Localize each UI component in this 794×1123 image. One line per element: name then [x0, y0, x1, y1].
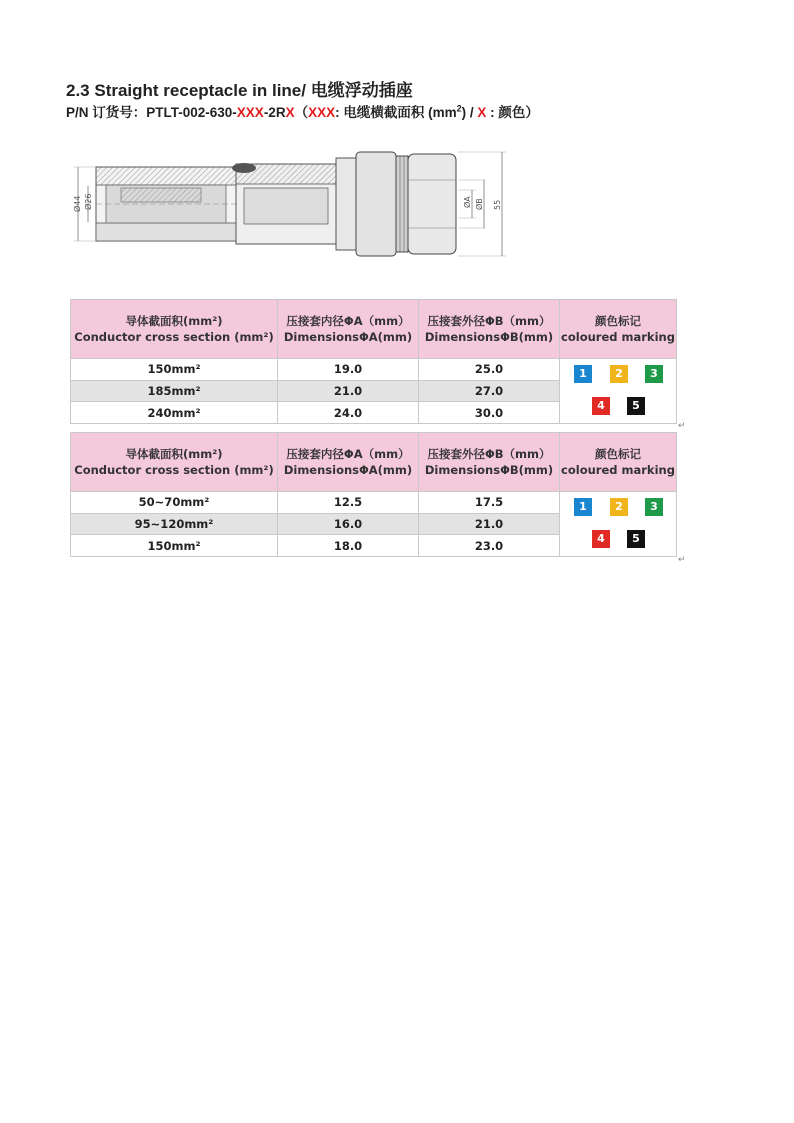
- cell-dim-a: 18.0: [278, 535, 419, 557]
- header-section: 导体截面积(mm²) Conductor cross section (mm²): [71, 433, 278, 492]
- part-number-line: P/N 订货号：PTLT-002-630-XXX-2RX（XXX: 电缆横截面积 $(mm^2)$ / X : 颜色）: [66, 103, 539, 120]
- color-chip-4: 4: [592, 530, 610, 548]
- color-chips: [560, 492, 676, 556]
- table-row: [71, 492, 677, 514]
- header-color: 颜色标记 coloured marking: [560, 433, 677, 492]
- header-dim-b: 压接套外径ΦB（mm） DimensionsΦB(mm): [419, 300, 560, 359]
- color-chip-4: 4: [592, 397, 610, 415]
- cell-dim-b: 27.0: [419, 380, 560, 402]
- dim-55-label: 55: [493, 199, 502, 210]
- cell-section: 240mm²: [71, 402, 278, 424]
- cell-dim-a: 24.0: [278, 402, 419, 424]
- color-marks-cell: [560, 359, 677, 424]
- cell-section: 185mm²: [71, 380, 278, 402]
- cell-dim-a: 19.0: [278, 359, 419, 381]
- dim-b-label: ØB: [475, 198, 484, 210]
- cell-section: 150mm²: [71, 535, 278, 557]
- cross-section-code: XXX: [236, 105, 264, 120]
- section-heading: 2.3 Straight receptacle in line/ 电缆浮动插座: [66, 81, 413, 100]
- cell-section: 95~120mm²: [71, 513, 278, 535]
- cell-dim-b: 21.0: [419, 513, 560, 535]
- cell-dim-b: 30.0: [419, 402, 560, 424]
- dim-26-label: Ø26: [84, 193, 93, 210]
- color-chip-1: 1: [574, 365, 592, 383]
- color-marks-cell: [560, 492, 677, 557]
- color-chips: [560, 359, 676, 423]
- cell-dim-a: 21.0: [278, 380, 419, 402]
- color-chip-1: 1: [574, 498, 592, 516]
- header-dim-a: 压接套内径ΦA（mm） DimensionsΦA(mm): [278, 433, 419, 492]
- color-chip-5: 5: [627, 530, 645, 548]
- color-chip-2: 2: [610, 498, 628, 516]
- header-section: 导体截面积(mm²) Conductor cross section (mm²): [71, 300, 278, 359]
- spec-table-1: [70, 299, 677, 424]
- header-dim-b: 压接套外径ΦB（mm） DimensionsΦB(mm): [419, 433, 560, 492]
- color-chip-5: 5: [627, 397, 645, 415]
- cell-dim-b: 25.0: [419, 359, 560, 381]
- table-row: [71, 359, 677, 381]
- color-chip-2: 2: [610, 365, 628, 383]
- cell-dim-a: 16.0: [278, 513, 419, 535]
- cell-dim-a: 12.5: [278, 492, 419, 514]
- paragraph-mark: ↵: [678, 554, 686, 564]
- cell-dim-b: 23.0: [419, 535, 560, 557]
- dim-a-label: ØA: [463, 196, 472, 208]
- cell-section: 50~70mm²: [71, 492, 278, 514]
- color-chip-3: 3: [645, 365, 663, 383]
- color-chip-3: 3: [645, 498, 663, 516]
- cell-dim-b: 17.5: [419, 492, 560, 514]
- dim-44-label: Ø44: [73, 195, 82, 212]
- cell-section: 150mm²: [71, 359, 278, 381]
- paragraph-mark: ↵: [678, 420, 686, 430]
- color-code: X: [285, 105, 295, 120]
- spec-table-2: [70, 432, 677, 557]
- header-dim-a: 压接套内径ΦA（mm） DimensionsΦA(mm): [278, 300, 419, 359]
- header-color: 颜色标记 coloured marking: [560, 300, 677, 359]
- receptacle-drawing: [66, 140, 536, 260]
